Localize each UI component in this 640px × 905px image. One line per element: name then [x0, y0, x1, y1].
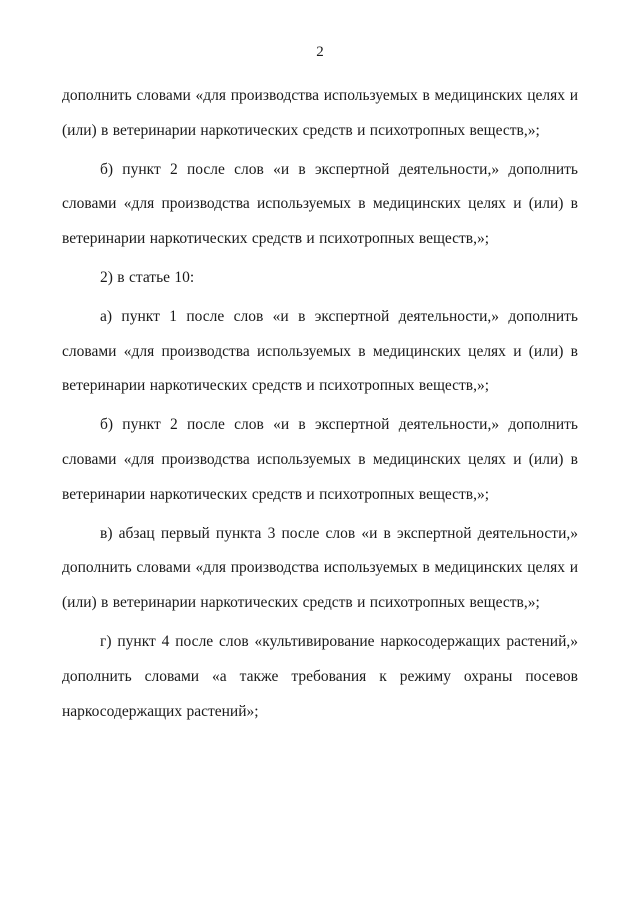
paragraph-continuation: дополнить словами «для производства используемых в медицинских целях и (или) в ветеринарии наркотических средств и психотропных веществ,»; [62, 87, 578, 139]
paragraph-item-2-article-10: 2) в статье 10: [100, 268, 195, 286]
paragraph-item-a-point-1: а) пункт 1 после слов «и в экспертной деятельности,» дополнить словами «для производства используемых в медицинских целях и (или) в ветеринарии наркотических средств и психотропных веществ,»; [62, 307, 578, 395]
document-body [62, 79, 578, 733]
paragraph-item-v-point-3: в) абзац первый пункта 3 после слов «и в экспертной деятельности,» дополнить словами «для производства используемых в медицинских целях и (или) в ветеринарии наркотических средств и психотропных веществ,»; [62, 524, 578, 612]
paragraph-item-b-point-2: б) пункт 2 после слов «и в экспертной деятельности,» дополнить словами «для производства используемых в медицинских целях и (или) в ветеринарии наркотических средств и психотропных веществ,»; [62, 160, 578, 248]
page-number: 2 [316, 44, 324, 60]
paragraph-item-g-point-4: г) пункт 4 после слов «культивирование наркосодержащих растений,» дополнить словами «а также требования к режиму охраны посевов наркосодержащих растений»; [62, 632, 578, 720]
paragraph-item-b-point-2-art10: б) пункт 2 после слов «и в экспертной деятельности,» дополнить словами «для производства используемых в медицинских целях и (или) в ветеринарии наркотических средств и психотропных веществ,»; [62, 416, 578, 503]
